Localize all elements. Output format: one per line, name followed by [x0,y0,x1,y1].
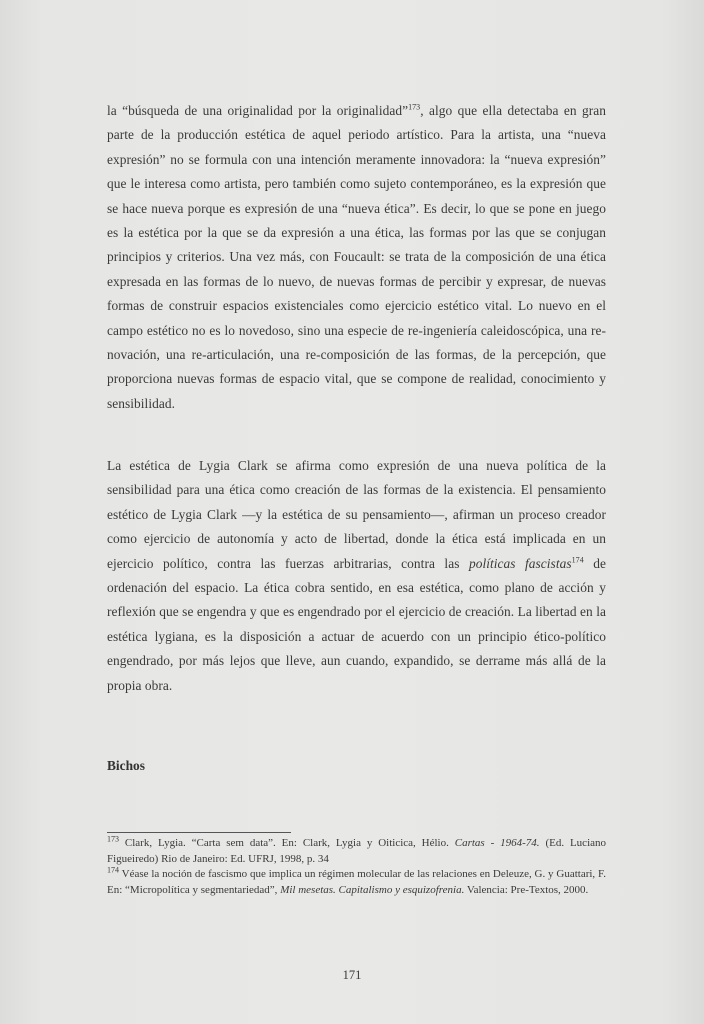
footnote-italic: Cartas - 1964-74. [454,837,540,849]
footnote-text-a: Clark, Lygia. “Carta sem data”. En: Clark, Lygia y Oiticica, Hélio. [119,837,455,849]
footnote-text-b: Valencia: Pre-Textos, 2000. [464,883,589,896]
paragraph-1 [107,99,606,416]
footnote-number: 173 [107,834,119,844]
paragraph-2-text-b: de ordenación del espacio. La ética cobra sentido, en esa estética, como plano de acción y reflexión que se engendra y que es engendrado por el ejercicio de creación. La libertad en la estética lygiana, es la disposición a actuar de acuerdo con un principio ético-político engendrado, por más lejos que lleve, aun cuando, expandido, se derrame más allá de la propia obra. [107,555,606,693]
footnote-italic: Mil mesetas. Capitalismo y esquizofrenia. [280,883,465,896]
paragraph-1-text-b: , algo que ella detectaba en gran parte de la producción estética de aquel periodo artístico. Para la artista, una “nueva expresión” no se formula con una intención meramente innovadora: la “nueva expresión” que le interesa como artista, pero también como sujeto contemporáneo, es la expresión que se hace nueva porque es expresión de una “nueva ética”. Es decir, lo que se pone en juego es la estética por la que se da expresión a una ética, las formas por las que se conjugan principios y criterios. Una vez más, con Foucault: se trata de la composición de una ética expresada en las formas de lo nuevo, de nuevas formas de percibir y expresar, de nuevas formas de construir espacios existenciales como ejercicio estético vital. Lo nuevo en el campo estético no es lo novedoso, sino una especie de re-ingeniería caleidoscópica, una re-novación, una re-articulación, una re-composición de las formas, de la percepción, que proporciona nuevas formas de espacio vital, que se compone de realidad, conocimiento y sensibilidad. [107,103,606,411]
footnotes [107,836,606,898]
paragraph-1-text-a: la “búsqueda de una originalidad por la originalidad” [107,103,409,118]
footnote-text-a: Véase la noción de fascismo que implica un régimen molecular de las relaciones en Deleuze, G. y Guattari, F. En: “Micropolítica y segmentariedad”, [107,868,606,896]
paragraph-2 [107,454,606,698]
page-number: 171 [342,968,362,982]
footnote-174 [107,867,606,898]
footnote-ref-174: 174 [571,555,584,565]
footnote-number: 174 [107,865,119,875]
paragraph-2-italic: políticas fascistas [468,555,572,571]
footnote-text-b: (Ed. Luciano Figueiredo) Rio de Janeiro: Ed. UFRJ, 1998, p. 34 [107,837,607,865]
paragraph-2-text-a: La estética de Lygia Clark se afirma como expresión de una nueva política de la sensibilidad para una ética como creación de las formas de la existencia. El pensamiento estético de Lygia Clark —y la estética de su pensamiento—, afirman un proceso creador como ejercicio de autonomía y acto de libertad, donde la ética está implicada en un ejercicio político, contra las fuerzas arbitrarias, contra las [107,458,606,571]
footnote-ref-173: 173 [408,102,421,112]
footnote-173 [107,836,606,867]
section-heading: Bichos [107,758,145,773]
footnote-separator [107,832,291,833]
